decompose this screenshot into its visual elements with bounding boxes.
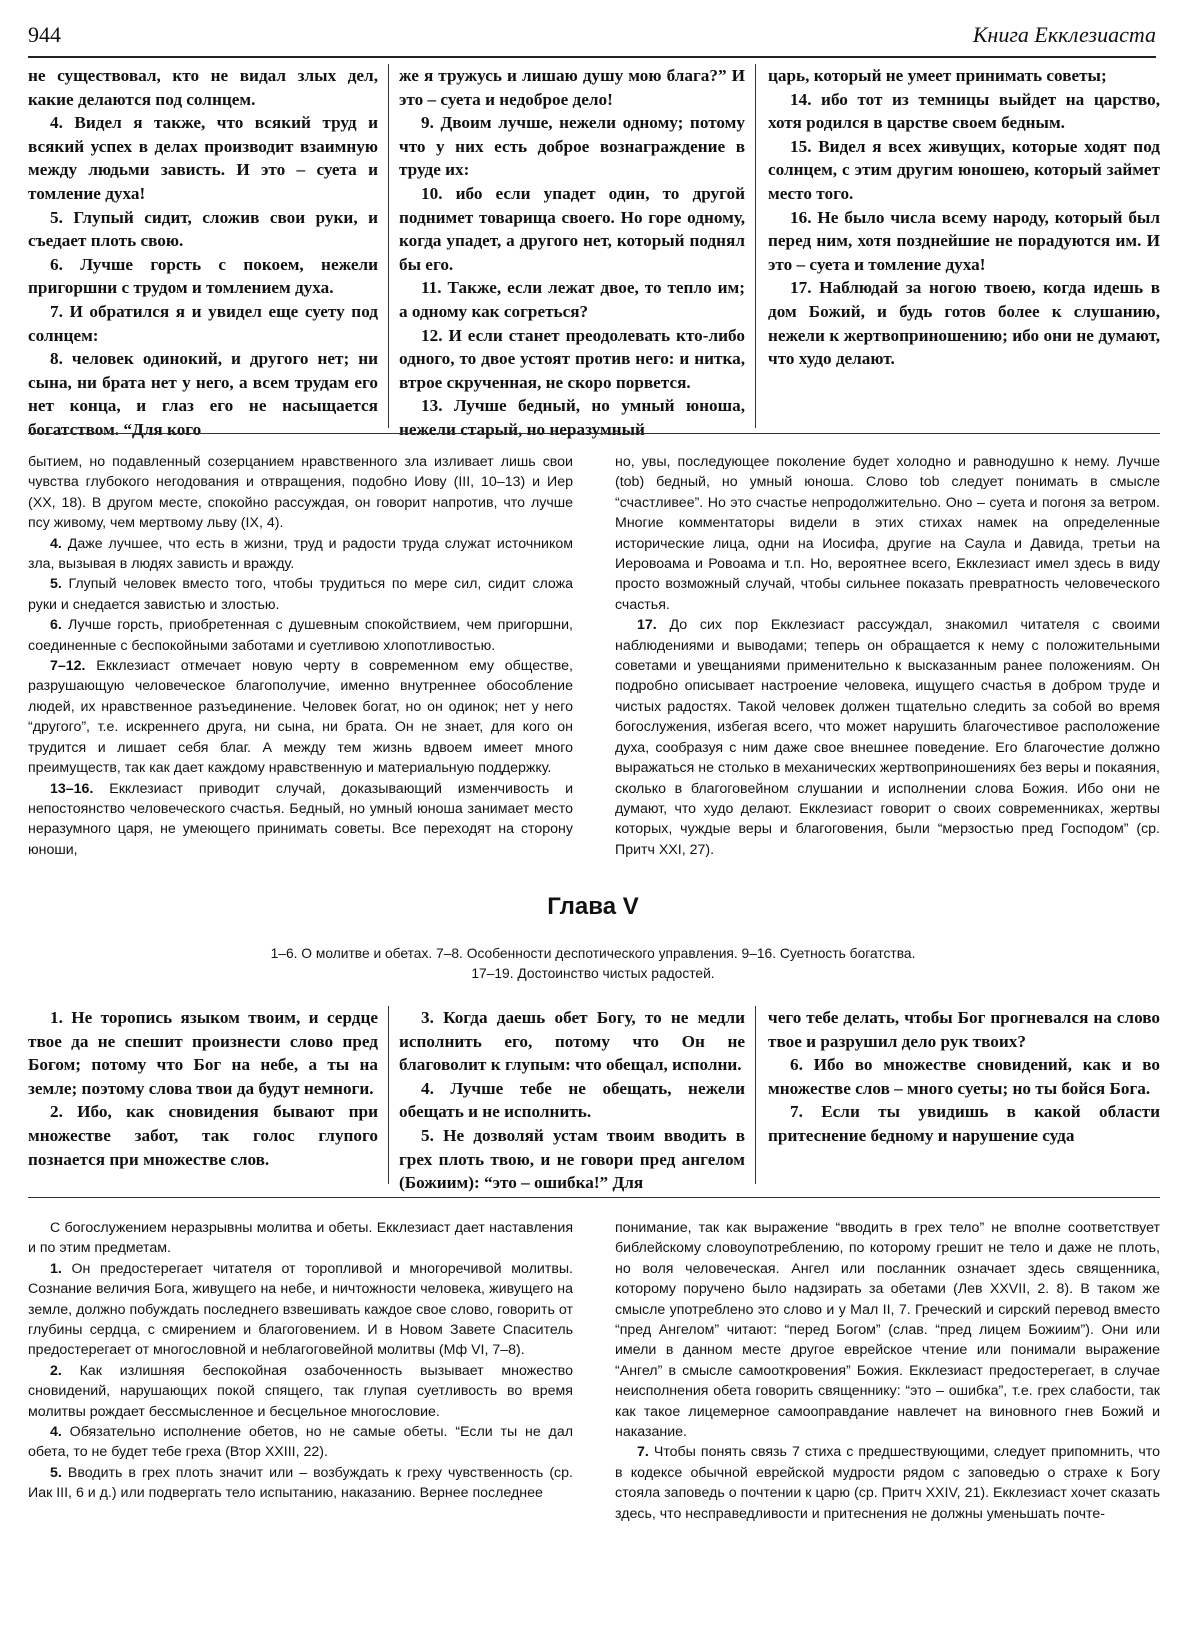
verse-text: 4. Видел я также, что всякий труд и всякий успех в делах производит взаимную между людьми зависть. И это – суета и томление духа! (28, 113, 378, 203)
scripture-block-bottom (28, 1006, 1160, 1193)
commentary-text: Он предостерегает читателя от торопливой и многоречивой молитвы. Сознание величия Бога, живущего на небе, и ничтожности человека, живущего на земле, должно побуждать последнего взвешивать каждое свое слово, говорить от глубины сердца, с смирением и благоговением. И в Новом Завете Спаситель предостерегает от многословной и неблагоговейной молитвы (Мф VI, 7–8). (28, 1260, 573, 1359)
verse-ref: 2. (50, 1362, 62, 1379)
commentary-paragraph (28, 574, 573, 615)
verse-text: чего тебе делать, чтобы Бог прогневался на слово твое и разрушил дело рук твоих? (768, 1008, 1160, 1051)
section-divider (28, 433, 1160, 434)
verse-text: 10. ибо если упадет один, то другой поднимет товарища своего. Но горе одному, когда упадет, а другого нет, который поднял бы его. (399, 183, 745, 274)
verse-text: 5. Не дозволяй устам твоим вводить в грех плоть твою, и не говори пред ангелом (Божиим): “это – ошибка!” Для (399, 1125, 745, 1193)
commentary-paragraph (615, 1218, 1160, 1442)
verse-ref: 5. (50, 1464, 62, 1481)
section-divider (28, 1197, 1160, 1198)
verse-text: царь, который не умеет принимать советы; (768, 66, 1107, 85)
commentary-text: бытием, но подавленный созерцанием нравственного зла изливает лишь свои чувства глубокого негодования и отвращения, подобно Иову (III, 10–13) и Иер (XX, 18). В другом месте, спокойно рассуждая, он говорит напротив, что лучше псу живому, чем мертвому льву (IX, 4). (28, 454, 573, 532)
commentary-paragraph (28, 779, 573, 861)
verse-text: 6. Лучше горсть с покоем, нежели пригоршни с трудом и томлением духа. (28, 254, 378, 298)
verse-text: 16. Не было числа всему народу, который был перед ним, хотя позднейшие не порадуются им. И это – суета и томление духа! (768, 207, 1160, 274)
commentary-text: Глупый человек вместо того, чтобы трудиться по мере сил, сидит сложа руки и снедается завистью и злостью. (28, 576, 573, 613)
commentary-text: Обязательно исполнение обетов, но не самые обеты. “Если ты не дал обета, то не будет тебе греха (Втор XXIII, 22). (28, 1424, 573, 1461)
verse-text: 3. Когда даешь обет Богу, то не медли исполнить его, потому что Он не благоволит к глупым: что обещал, исполни. (399, 1008, 745, 1075)
verse-ref: 1. (50, 1260, 62, 1277)
commentary-paragraph (615, 1442, 1160, 1524)
commentary-paragraph (28, 534, 573, 575)
commentary-block-top (28, 452, 1160, 862)
commentary-text: Даже лучшее, что есть в жизни, труд и радости труда служат источником зла, вызывая в людях зависть и вражду. (28, 535, 573, 573)
commentary-block-bottom (28, 1218, 1160, 1622)
verse-text: 7. И обратился я и увидел еще суету под солнцем: (28, 301, 378, 345)
verse-text: же я тружусь и лишаю душу мою блага?” И это – суета и недоброе дело! (399, 66, 745, 109)
commentary-column-2 (615, 1218, 1160, 1622)
verse-text: 17. Наблюдай за ногою твоею, когда идешь в дом Божий, и будь готов более к слушанию, нежели к жертвоприношению; ибо они не думают, что худо делают. (768, 278, 1160, 369)
commentary-paragraph (28, 1422, 573, 1463)
scripture-column-1 (28, 64, 388, 439)
commentary-paragraph (615, 452, 1160, 615)
commentary-paragraph (28, 1218, 573, 1259)
commentary-text: Екклезиаст отмечает новую черту в современном ему обществе, разрушающую человеческое благополучие, именно внутреннее обособление людей, их нравственное разъединение. Человек богат, но он одинок; нет у него “другого”, т.е. искреннего друга, ни сына, ни брата. Он не знает, для кого он трудится и лишает себя благ. А между тем жизнь вдвоем имеет много преимуществ, так как дает каждому нравственную и материальную поддержку. (28, 658, 573, 777)
chapter-heading: Глава V (547, 893, 639, 920)
verse-text: 15. Видел я всех живущих, которые ходят под солнцем, с этим другим юношею, который займет место того. (768, 136, 1160, 203)
page-number: 944 (28, 22, 61, 47)
commentary-column-1 (28, 452, 573, 862)
commentary-text: Екклезиаст приводит случай, доказывающий изменчивость и непостоянство человеческого счастья. Бедный, но умный юноша занимает место неразумного царя, не умеющего принимать советы. Все переходят на сторону юноши, (28, 780, 573, 858)
commentary-paragraph (28, 615, 573, 656)
commentary-paragraph (28, 1463, 573, 1504)
commentary-paragraph (28, 1259, 573, 1361)
commentary-text: Как излишняя беспокойная озабоченность вызывает множество сновидений, нарушающих покой спящего, так глупая суетливость во время молитвы рождает бессмысленное и бесцельное многословие. (28, 1362, 573, 1420)
scripture-column-3 (756, 64, 1160, 428)
verse-ref: 6. (50, 617, 62, 634)
scripture-block-top (28, 64, 1160, 439)
verse-text: 6. Ибо во множестве сновидений, как и во множестве слов – много суеты; но ты бойся Бога. (768, 1055, 1160, 1098)
commentary-column-2 (615, 452, 1160, 862)
verse-text: 12. И если станет преодолевать кто-либо одного, то двое устоят против него: и нитка, втрое скрученная, не скоро порвется. (399, 325, 745, 392)
chapter-summary-line: 17–19. Достоинство чистых радостей. (471, 966, 715, 981)
scripture-column-2 (388, 64, 756, 439)
commentary-text: До сих пор Екклезиаст рассуждал, знакомил читателя с своими наблюдениями и выводами; теперь он обращается к нему с положительными советами и увещаниями применительно к высказанным ранее положениям. Он подробно описывает настроение человека, ищущего счастья в добром труде и чистых радостях. Такой человек должен тщательно следить за собой во время богослужения, избегая всего, что может нарушить благочестивое расположение духа, сообразуя с ним даже свое внешнее поведение. Его благочестие должно выражаться не столько в механических жертвоприношениях без веры и покаяния, сколько в благоговейном слушании и исполнении слова Божия. Ибо они не думают, что худо делают. Екклезиаст говорит о своих современниках, жертвы которых, чуждые веры и благоговения, были “мерзостью пред Господом” (ср. Притч XXI, 27). (615, 617, 1160, 858)
verse-text: 14. ибо тот из темницы выйдет на царство, хотя родился в царстве своем бедным. (768, 89, 1160, 133)
verse-ref: 7. (637, 1444, 649, 1461)
commentary-text: Вводить в грех плоть значит или – возбуждать к греху чувственность (ср. Иак III, 6 и д.) или подвергать тело испытанию, наказанию. Вернее последнее (28, 1464, 573, 1502)
commentary-paragraph (615, 615, 1160, 860)
chapter-summary-line: 1–6. О молитве и обетах. 7–8. Особенности деспотического управления. 9–16. Суетность богатства. (270, 946, 916, 961)
verse-ref: 13–16. (50, 780, 94, 797)
verse-text: 1. Не торопись языком твоим, и сердце твое да не спешит произнести слово пред Богом; потому что Бог на небе, а ты на земле; поэтому слова твои да будут немноги. (28, 1008, 378, 1098)
commentary-column-1 (28, 1218, 573, 1622)
commentary-paragraph (28, 1361, 573, 1422)
verse-ref: 7–12. (50, 658, 86, 675)
verse-ref: 17. (637, 617, 657, 634)
verse-text: 9. Двоим лучше, нежели одному; потому что у них есть доброе вознаграждение в труде их: (399, 113, 745, 180)
running-title: Книга Екклезиаста (972, 22, 1156, 47)
commentary-paragraph (28, 452, 573, 534)
commentary-text: Чтобы понять связь 7 стиха с предшествующими, следует припомнить, что в кодексе обычной еврейской мудрости рядом с заповедью о страхе к Богу стояла заповедь о почтении к царю (ср. Притч XXIV, 21). Екклезиаст хочет сказать здесь, что несправедливости и притеснения не должны уменьшать почте- (615, 1444, 1160, 1522)
scripture-column-3 (756, 1006, 1160, 1184)
verse-text: 8. человек одинокий, и другого нет; ни сына, ни брата нет у него, а всем трудам его нет конца, и глаз его не насыщается богатством. “Для кого (28, 349, 378, 439)
verse-text: 4. Лучше тебе не обещать, нежели обещать и не исполнить. (399, 1078, 745, 1122)
scripture-column-2 (388, 1006, 756, 1193)
verse-ref: 4. (50, 1424, 62, 1441)
commentary-text: С богослужением неразрывны молитва и обеты. Екклезиаст дает наставления и по этим предметам. (28, 1220, 573, 1257)
verse-text: 7. Если ты увидишь в какой области притеснение бедному и нарушение суда (768, 1102, 1160, 1145)
page-header (28, 22, 1156, 58)
verse-text: не существовал, кто не видал злых дел, какие делаются под солнцем. (28, 66, 378, 109)
commentary-text: но, увы, последующее поколение будет холодно и равнодушно к нему. Лучше (tob) бедный, но умный юноша. Слово tob следует понимать в смысле “счастливее”. Но это счастье непродолжительно. Оно – суета и погоня за ветром. Многие комментаторы видели в этих стихах намек на определенные исторические лица, одни на Иосифа, другие на Саула и Давида, третьи на Иеровоама и Ровоама и т.п. Но, вероятнее всего, Екклезиаст имел здесь в виду просто возможный случай, чтобы сильнее показать превратность человеческого счастья. (615, 454, 1160, 613)
verse-ref: 4. (50, 535, 62, 552)
verse-text: 2. Ибо, как сновидения бывают при множестве забот, так голос глупого познается при множестве слов. (28, 1102, 378, 1169)
commentary-text: Лучше горсть, приобретенная с душевным спокойствием, чем пригоршни, соединенные с беспокойными заботами и суетливою хлопотливостью. (28, 617, 573, 654)
verse-text: 11. Также, если лежат двое, то тепло им; а одному как согреться? (399, 278, 745, 321)
commentary-paragraph (28, 656, 573, 778)
commentary-text: понимание, так как выражение “вводить в грех тело” не вполне соответствует библейскому словоупотреблению, по которому грешит не тело и даже не плоть, но воля человеческая. Ангел или посланник означает здесь священника, которому поручено было надзирать за обетами (Лев XXVII, 2. 8). В таком же смысле употреблено это слово и у Мал II, 7. Греческий и сирский перевод вместо “пред Ангелом” читают: “перед Богом” (слав. “пред лицем Божиим”). Они или имели в данном месте другое еврейское чтение или понимали выражение “Ангел” в смысле самооткровения” Божия. Екклезиаст предостерегает, в случае неисполнения обета говорить священнику: “это – ошибка”, т.е. грех слабости, так как такое лицемерное самооправдание навлечет на виновного гнев Божий и наказание. (615, 1220, 1160, 1441)
chapter-summary (150, 944, 1036, 984)
scripture-column-1 (28, 1006, 388, 1184)
verse-text: 5. Глупый сидит, сложив свои руки, и съедает плоть свою. (28, 207, 378, 251)
verse-ref: 5. (50, 576, 62, 593)
verse-text: 13. Лучше бедный, но умный юноша, нежели старый, но неразумный (399, 396, 745, 439)
